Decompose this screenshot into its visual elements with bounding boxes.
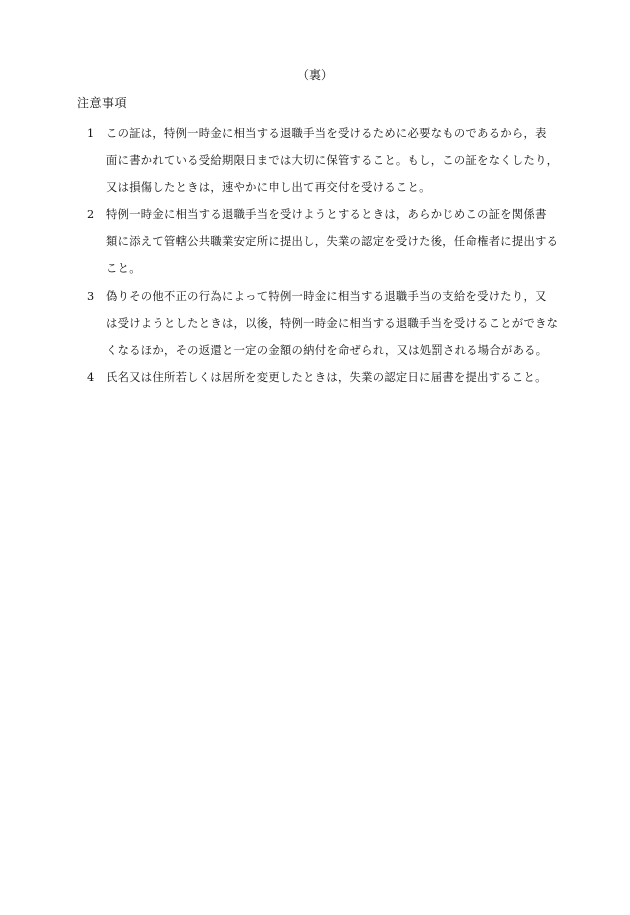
- note-item-1: [87, 120, 557, 201]
- note-line: この証は，特例一時金に相当する退職手当を受けるために必要なものであるから，表: [106, 127, 547, 140]
- note-line: 又は損傷したときは，速やかに申し出て再交付を受けること。: [106, 181, 431, 195]
- note-item-2: [87, 201, 557, 282]
- note-line: 特例一時金に相当する退職手当を受けようとするときは，あらかじめこの証を関係書: [106, 208, 547, 222]
- note-item-3: [87, 283, 557, 364]
- note-line: 氏名又は住所若しくは居所を変更したときは，失業の認定日に届書を提出すること。: [106, 370, 547, 384]
- note-line: 類に添えて管轄公共職業安定所に提出し，失業の認定を受けた後，任命権者に提出する: [106, 235, 559, 249]
- back-side-label: （裏）: [296, 68, 333, 82]
- note-line: 偽りその他不正の行為によって特例一時金に相当する退職手当の支給を受けたり，又: [106, 289, 547, 303]
- note-line: くなるほか，その返還と一定の金額の納付を命ぜられ，又は処罰される場合がある。: [106, 343, 548, 357]
- notes-list: [87, 120, 557, 391]
- page-side-label: [0, 67, 630, 83]
- note-number: 4: [87, 370, 95, 384]
- note-number: 1: [87, 127, 95, 140]
- note-line: 面に書かれている受給期限日までは大切に保管すること。もし，この証をなくしたり，: [106, 154, 559, 168]
- note-item-4: [87, 364, 557, 391]
- note-line: こと。: [106, 262, 141, 276]
- section-title: 注意事項: [77, 96, 128, 110]
- note-number: 3: [87, 289, 95, 303]
- note-number: 2: [87, 208, 95, 222]
- note-line: は受けようとしたときは，以後，特例一時金に相当する退職手当を受けることができな: [106, 316, 559, 330]
